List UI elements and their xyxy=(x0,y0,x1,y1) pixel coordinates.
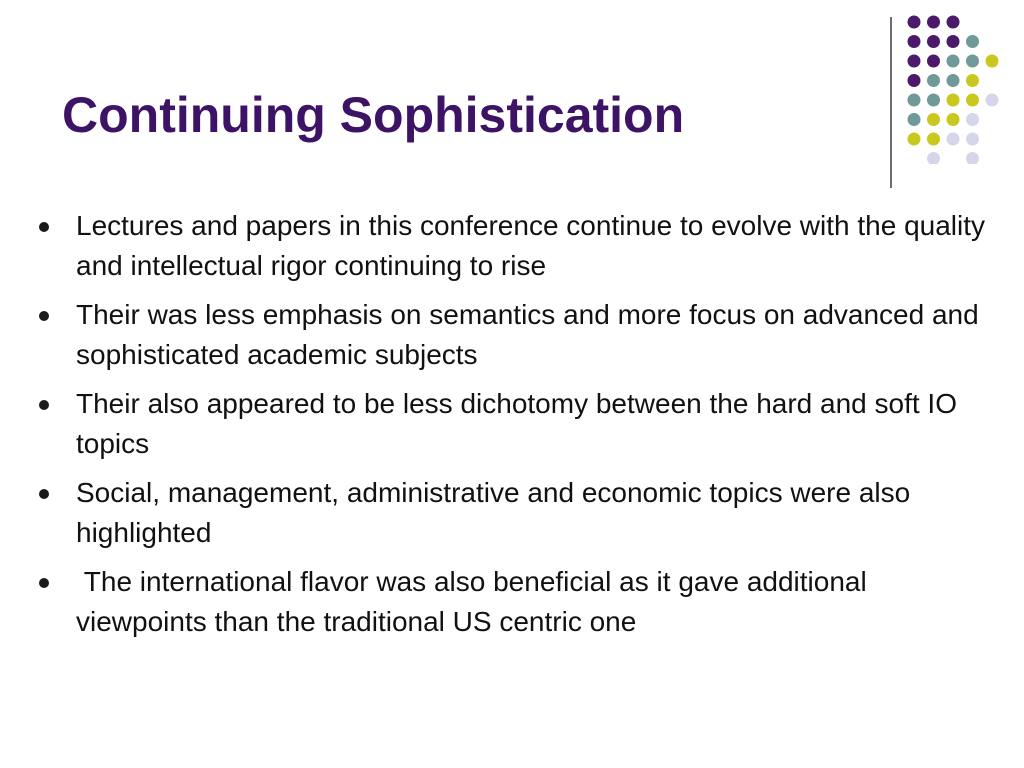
bullet-text: Their also appeared to be less dichotomy between the hard and soft IO topics xyxy=(76,388,965,459)
slide-title: Continuing Sophistication xyxy=(62,87,685,143)
decorative-dot xyxy=(927,152,940,164)
decorative-dot xyxy=(927,74,940,87)
decorative-dot xyxy=(966,74,979,87)
bullet-item xyxy=(36,206,996,286)
bullet-dot-icon xyxy=(39,578,49,588)
bullet-item xyxy=(36,384,996,464)
decorative-dot xyxy=(947,133,960,146)
bullet-item xyxy=(36,562,996,642)
bullet-dot-icon xyxy=(39,222,49,232)
decorative-dot xyxy=(908,74,921,87)
decorative-dot xyxy=(947,55,960,68)
bullet-dot-icon xyxy=(39,311,49,321)
bullet-item xyxy=(36,473,996,553)
bullet-text: Social, management, administrative and economic topics were also highlighted xyxy=(76,477,918,548)
decorative-dot xyxy=(908,94,921,107)
decorative-dot-grid xyxy=(906,14,1006,164)
decorative-dot xyxy=(927,113,940,126)
decorative-dot xyxy=(908,55,921,68)
decorative-dot xyxy=(908,113,921,126)
decorative-dot xyxy=(966,94,979,107)
decorative-dot xyxy=(947,74,960,87)
decorative-dot xyxy=(966,152,979,164)
decorative-dot xyxy=(927,16,940,29)
decorative-dot xyxy=(908,16,921,29)
decorative-dot xyxy=(908,35,921,48)
bullet-list xyxy=(36,206,996,651)
bullet-item xyxy=(36,295,996,375)
decorative-dot xyxy=(986,55,999,68)
decorative-dot xyxy=(947,35,960,48)
bullet-text: Their was less emphasis on semantics and more focus on advanced and sophisticated academic subjects xyxy=(76,299,987,370)
decorative-dot xyxy=(927,55,940,68)
bullet-dot-icon xyxy=(39,400,49,410)
decorative-dot xyxy=(947,16,960,29)
decorative-dot xyxy=(966,113,979,126)
decorative-dot xyxy=(927,35,940,48)
title-divider-line xyxy=(890,17,892,188)
bullet-text: The international flavor was also beneficial as it gave additional viewpoints than the traditional US centric one xyxy=(76,566,875,637)
decorative-dot xyxy=(927,94,940,107)
decorative-dot xyxy=(927,133,940,146)
decorative-dot xyxy=(947,94,960,107)
decorative-dot xyxy=(986,94,999,107)
decorative-dot xyxy=(966,55,979,68)
bullet-dot-icon xyxy=(39,489,49,499)
decorative-dot xyxy=(908,133,921,146)
decorative-dot xyxy=(966,133,979,146)
decorative-dot xyxy=(947,113,960,126)
decorative-dot xyxy=(966,35,979,48)
bullet-text: Lectures and papers in this conference continue to evolve with the quality and intellectual rigor continuing to rise xyxy=(76,210,993,281)
